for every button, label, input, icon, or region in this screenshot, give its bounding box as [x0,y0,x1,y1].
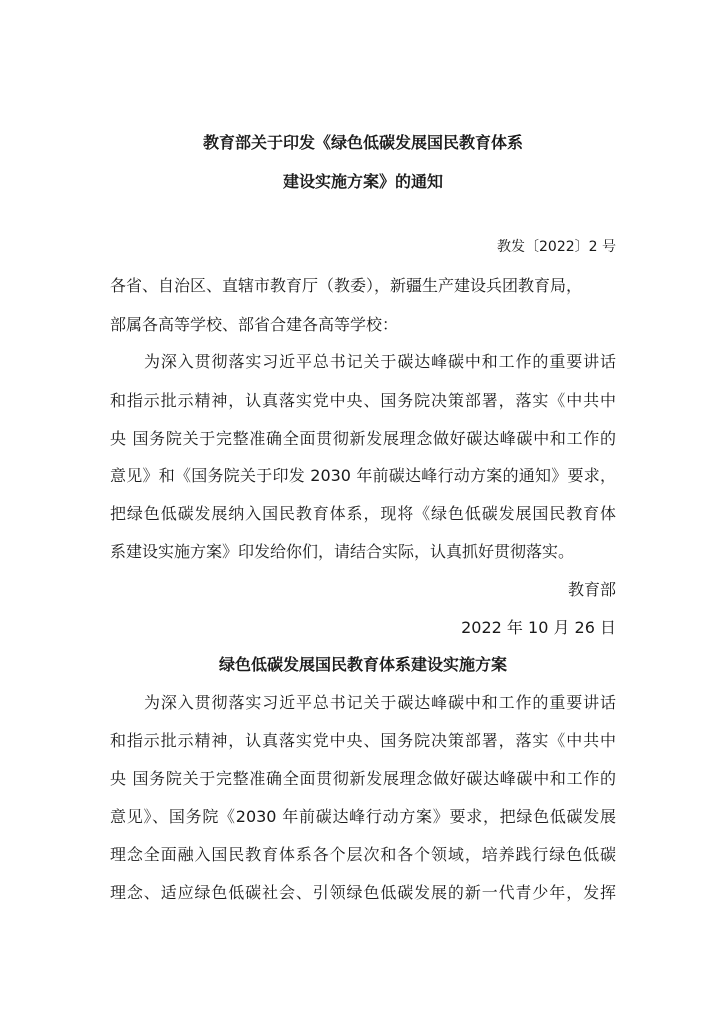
plan-body-line: 理念、适应绿色低碳社会、引领绿色低碳发展的新一代青少年，发挥 [110,883,616,902]
notice-body-line: 把绿色低碳发展纳入国民教育体系，现将《绿色低碳发展国民教育体 [110,504,616,523]
notice-body-line: 为深入贯彻落实习近平总书记关于碳达峰碳中和工作的重要讲话 [144,352,616,371]
plan-body-line: 和指示批示精神，认真落实党中央、国务院决策部署，落实《中共中 [110,731,616,750]
document-page [110,0,616,1024]
notice-body-line: 系建设实施方案》印发给你们，请结合实际，认真抓好贯彻落实。 [110,542,575,561]
plan-body-line: 央 国务院关于完整准确全面贯彻新发展理念做好碳达峰碳中和工作的 [110,769,616,788]
notice-title-line-2: 建设实施方案》的通知 [282,172,443,191]
recipients-line-1: 各省、自治区、直辖市教育厅（教委），新疆生产建设兵团教育局， [110,276,583,295]
plan-body-line: 为深入贯彻落实习近平总书记关于碳达峰碳中和工作的重要讲话 [144,693,616,712]
notice-body-line: 央 国务院关于完整准确全面贯彻新发展理念做好碳达峰碳中和工作的 [110,429,616,448]
notice-body-line: 和指示批示精神，认真落实党中央、国务院决策部署，落实《中共中 [110,391,616,410]
issue-date: 2022 年 10 月 26 日 [461,618,616,637]
plan-body-line: 理念全面融入国民教育体系各个层次和各个领域，培养践行绿色低碳 [110,845,616,864]
recipients-line-2: 部属各高等学校、部省合建各高等学校： [110,315,399,334]
plan-body-line: 意见》、国务院《2030 年前碳达峰行动方案》要求，把绿色低碳发展 [110,807,616,826]
plan-title: 绿色低碳发展国民教育体系建设实施方案 [218,655,507,674]
notice-title-line-1: 教育部关于印发《绿色低碳发展国民教育体系 [202,133,523,152]
document-number: 教发〔2022〕2 号 [497,239,616,255]
notice-body-line: 意见》和《国务院关于印发 2030 年前碳达峰行动方案的通知》要求， [110,466,616,485]
signature: 教育部 [567,580,616,599]
